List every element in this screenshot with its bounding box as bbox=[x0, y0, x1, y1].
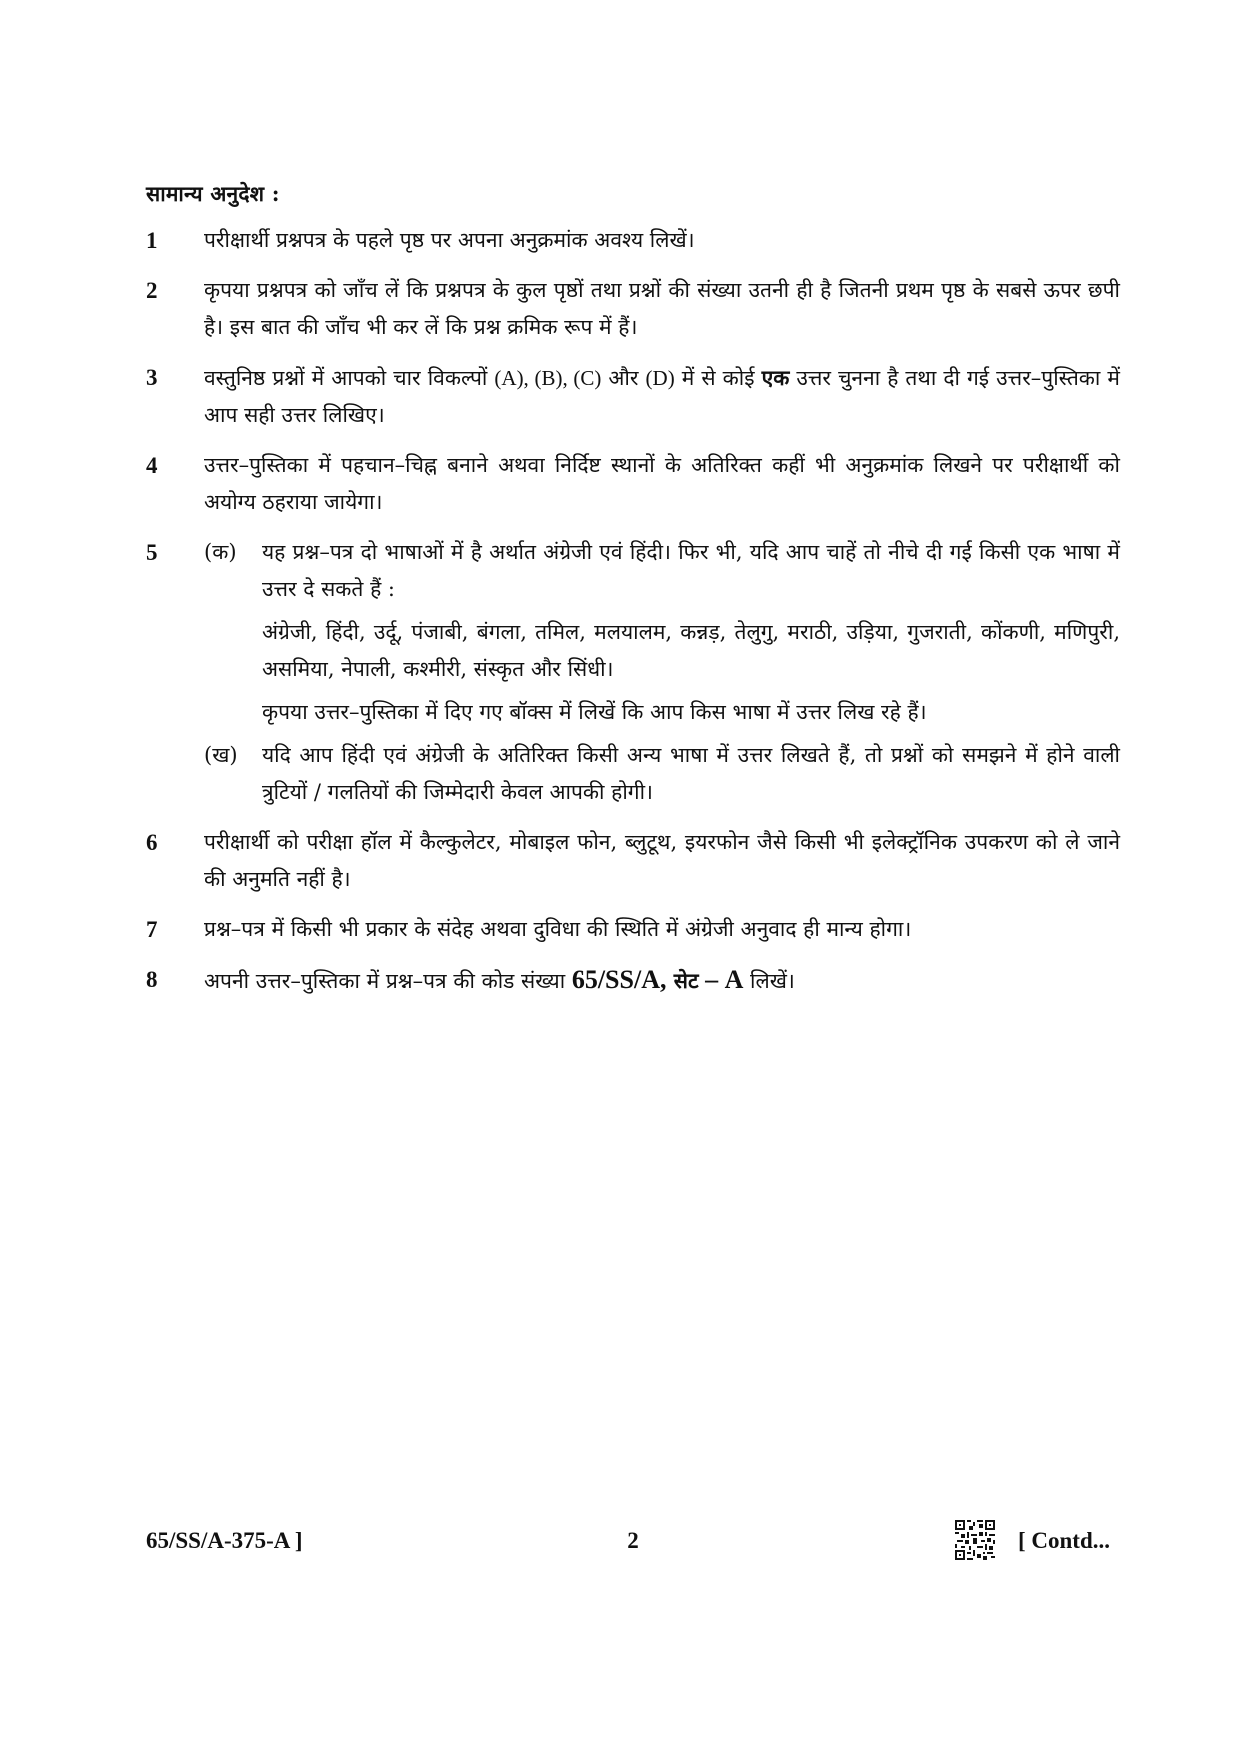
option-label-d: (D) bbox=[645, 366, 675, 390]
emphasis-one: एक bbox=[761, 365, 790, 390]
instruction-3 bbox=[146, 359, 1120, 434]
instruction-text-part: में से कोई bbox=[674, 366, 762, 390]
instruction-number: 8 bbox=[146, 967, 158, 992]
sub-instruction-text: यह प्रश्न–पत्र दो भाषाओं में है अर्थात अंग्रेजी एवं हिंदी। फिर भी, यदि आप चाहें तो नीचे दी गई किसी एक भाषा में उत्तर दे सकते हैं : bbox=[262, 540, 1120, 601]
sub-instruction-text: यदि आप हिंदी एवं अंग्रेजी के अतिरिक्त किसी अन्य भाषा में उत्तर लिखते हैं, तो प्रश्नों को समझने में होने वाली त्रुटियों / गलतियों की जिम्मेदारी केवल आपकी होगी। bbox=[262, 743, 1120, 804]
instruction-7 bbox=[146, 911, 1120, 948]
instruction-number: 6 bbox=[146, 830, 158, 855]
instruction-text-part: वस्तुनिष्ठ प्रश्नों में आपको चार विकल्पों bbox=[204, 366, 495, 390]
language-list: अंग्रेजी, हिंदी, उर्दू, पंजाबी, बंगला, तमिल, मलयालम, कन्नड़, तेलुगु, मराठी, उड़िया, गुजराती, कोंकणी, मणिपुरी, असमिया, नेपाली, कश्मीरी, संस्कृत और सिंधी। bbox=[262, 620, 1120, 681]
general-instructions-heading: सामान्य अनुदेश : bbox=[146, 181, 280, 206]
instruction-text: उत्तर–पुस्तिका में पहचान–चिह्न बनाने अथवा निर्दिष्ट स्थानों के अतिरिक्त कहीं भी अनुक्रमांक लिखने पर परीक्षार्थी को अयोग्य ठहराया जायेगा। bbox=[204, 453, 1120, 514]
qr-code-icon bbox=[955, 1520, 995, 1560]
instruction-number: 1 bbox=[146, 228, 158, 253]
page-number: 2 bbox=[627, 1528, 639, 1553]
sub-label: (ख) bbox=[204, 743, 238, 767]
instructions-list bbox=[146, 222, 1120, 1013]
sub-instruction-kha bbox=[204, 737, 1120, 811]
instruction-number: 3 bbox=[146, 365, 158, 390]
set-word: सेट bbox=[666, 968, 699, 993]
instruction-text-part: अपनी उत्तर–पुस्तिका में प्रश्न–पत्र की कोड संख्या bbox=[204, 969, 572, 993]
language-note: कृपया उत्तर–पुस्तिका में दिए गए बॉक्स में लिखें कि आप किस भाषा में उत्तर लिख रहे हैं। bbox=[262, 700, 927, 724]
instruction-number: 7 bbox=[146, 917, 158, 942]
instruction-number: 4 bbox=[146, 453, 158, 478]
paper-code: 65/SS/A, bbox=[571, 965, 667, 994]
instruction-text: परीक्षार्थी को परीक्षा हॉल में कैल्कुलेटर, मोबाइल फोन, ब्लुटूथ, इयरफोन जैसे किसी भी इलेक्ट्रॉनिक उपकरण को ले जाने की अनुमति नहीं है। bbox=[204, 830, 1120, 891]
instruction-text: प्रश्न–पत्र में किसी भी प्रकार के संदेह अथवा दुविधा की स्थिति में अंग्रेजी अनुवाद ही मान्य होगा। bbox=[204, 917, 912, 941]
sub-label: (क) bbox=[204, 540, 237, 564]
instruction-1 bbox=[146, 222, 1120, 259]
instruction-number: 2 bbox=[146, 278, 158, 303]
instruction-2 bbox=[146, 272, 1120, 346]
footer-paper-code: 65/SS/A-375-A ] bbox=[146, 1528, 303, 1553]
instruction-8 bbox=[146, 961, 1120, 1000]
instruction-text-part: उत्तर चुनना है तथा दी गई उत्तर–पुस्तिका में आप सही उत्तर लिखिए। bbox=[204, 366, 1120, 427]
sub-instruction-ka bbox=[204, 534, 1120, 731]
option-labels: (A), (B), (C) bbox=[494, 366, 602, 390]
instruction-6 bbox=[146, 824, 1120, 898]
instruction-5 bbox=[146, 534, 1120, 811]
instruction-number: 5 bbox=[146, 540, 158, 565]
set-value: – A bbox=[698, 965, 744, 994]
instruction-4 bbox=[146, 447, 1120, 521]
instruction-text: कृपया प्रश्नपत्र को जाँच लें कि प्रश्नपत्र के कुल पृष्ठों तथा प्रश्नों की संख्या उतनी ही है जितनी प्रथम पृष्ठ के सबसे ऊपर छपी है। इस बात की जाँच भी कर लें कि प्रश्न क्रमिक रूप में हैं। bbox=[204, 278, 1120, 339]
instruction-text: परीक्षार्थी प्रश्नपत्र के पहले पृष्ठ पर अपना अनुक्रमांक अवश्य लिखें। bbox=[204, 228, 695, 252]
instruction-text-part: लिखें। bbox=[743, 969, 795, 993]
instruction-text-part: और bbox=[601, 366, 646, 390]
continued-label: [ Contd... bbox=[1018, 1528, 1111, 1553]
